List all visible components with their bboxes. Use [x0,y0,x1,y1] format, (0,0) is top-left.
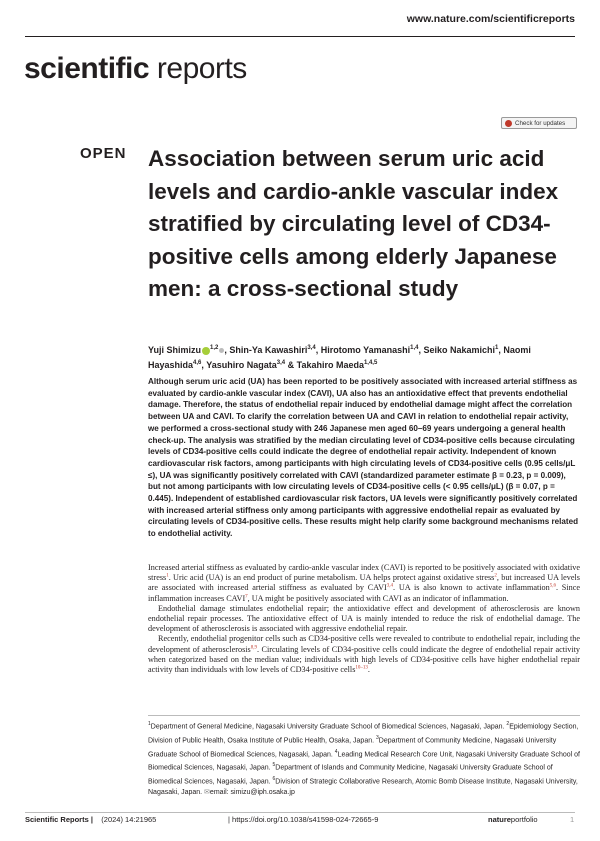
page-number: 1 [570,815,575,824]
author-name[interactable]: Shin-Ya Kawashiri [229,345,308,355]
affil-number: 5 [272,762,276,769]
body-paragraph [148,563,580,604]
body-text-span: . UA is also known to activate inflammation [393,583,550,593]
journal-logo-bold: scientific [24,52,150,85]
ref-link[interactable]: 8,9 [250,644,257,650]
ref-link[interactable]: 2 [494,573,497,579]
email-icon[interactable] [219,348,224,353]
affil-text: Leading Medical Research Core Unit, Nagasaki University Graduate School of Biomedical Sciences, Nagasaki, Japan. [148,750,580,772]
crossmark-icon [505,120,512,127]
affil-number: 3 [376,734,379,741]
ref-link[interactable]: 7 [245,593,248,599]
body-paragraph: Endothelial damage stimulates endothelial repair; the antioxidative effect and development of atherosclerosis are known endothelial repair processes. The antioxidative effect of UA is mainly intended to reduce the risk of endothelial damage. The development of atherosclerosis is associated with aggressive endothelial repair. [148,603,580,634]
author-name[interactable]: Hirotomo Yamanashi [320,345,411,355]
author-name[interactable]: Takahiro Maeda [296,360,364,370]
author-affil: 1,4 [410,345,419,351]
author-affil: 3,4 [307,345,316,351]
body-text-span: . [367,665,370,675]
author-affil: 1,2 [210,345,219,351]
publisher-bold: nature [488,815,511,824]
check-for-updates-label: Check for updates [515,119,566,127]
body-text-span: . Since inflammation increases CAVI [148,583,580,603]
ref-link[interactable]: 5,6 [549,583,556,589]
author-name[interactable]: Yasuhiro Nagata [206,360,277,370]
body-text-span: . Uric acid (UA) is an end product of purine metabolism. UA helps protect against oxidative stress [168,573,495,583]
body-paragraph [148,634,580,675]
affiliations [148,719,580,799]
footer-divider [25,812,575,813]
affil-number: 6 [272,776,276,783]
affil-text: Epidemiology Section, Division of Public Health, Osaka Institute of Public Health, Osaka, Japan. [148,723,579,745]
ref-link[interactable]: 10–13 [355,665,368,671]
author-affil: 1 [495,345,499,351]
body-text-span: , but increased UA levels are associated with increased arterial stiffness as evaluated by CAVI [148,573,580,593]
publisher-regular: portfolio [510,815,538,824]
author-name[interactable]: Naomi Hayashida [148,345,531,370]
body-text-span: Increased arterial stiffness as evaluated by cardio-ankle vascular index (CAVI) is reported to be positively associated with oxidative stress [148,563,580,583]
header-divider [25,36,575,37]
affil-number: 4 [334,748,338,755]
orcid-icon[interactable] [202,347,210,355]
author-affil: 1,4,5 [363,360,378,366]
affil-number: 1 [148,721,151,727]
article-title: Association between serum uric acid levels and cardio-ankle vascular index stratified by circulating level of CD34-positive cells among elderly Japanese men: a cross-sectional study [148,146,559,301]
journal-logo[interactable] [24,52,247,86]
open-access-label: OPEN [80,145,127,162]
footer-journal: Scientific Reports | [25,815,93,824]
author-affil: 4,6 [193,360,202,366]
affil-text: Department of Islands and Community Medicine, Nagasaki University Graduate School of Biomedical Sciences, Nagasaki, Japan. [148,764,553,786]
ref-link[interactable]: 3,4 [386,583,393,589]
footer-citation [25,815,156,824]
body-text [148,563,580,675]
journal-logo-regular: reports [156,52,247,85]
affil-text: Department of Community Medicine, Nagasaki University Graduate School of Biomedical Sciences, Nagasaki, Japan. [148,737,557,758]
affil-text: Division of Strategic Collaborative Research, Atomic Bomb Disease Institute, Nagasaki University, Nagasaki, Japan. [148,778,578,797]
envelope-icon: ✉ [204,789,210,797]
publisher-logo [488,815,538,824]
footer-doi[interactable]: | https://doi.org/10.1038/s41598-024-72665-9 [228,815,379,824]
affil-number: 2 [506,721,510,727]
ref-link[interactable]: 1 [166,573,169,579]
body-text-span: , UA might be positively associated with CAVI as an indicator of inflammation. [247,593,509,603]
author-affil: 3,4 [276,360,286,366]
check-for-updates-button[interactable] [501,117,577,129]
abstract: Although serum uric acid (UA) has been reported to be positively associated with increased arterial stiffness as evaluated by cardio-ankle vascular index (CAVI), UA also has an antioxidative effect that prevents endothelial damage. Therefore, the status of endothelial repair induced by endothelial damage might affect the correlation between UA and CAVI. To clarify the correlation between UA and CAVI in relation to endothelial repair activity, we performed a cross-sectional study with 246 Japanese men aged 60–69 years undergoing a general health check-up. The analysis was stratified by the median circulating level of CD34-positive cells because circulating levels of CD34-positive cells could indicate the degree of endothelial repair activity. Independent of known cardiovascular risk factors, among participants with high circulating levels of CD34-positive cells (0.95 cells/μL ≤), UA was significantly positively correlated with CAVI (standardized parameter estimate β = 0.23, p = 0.009), but not among participants with low circulating levels of CD34-positive cells (< 0.95 cells/μL) (β = 0.07, p = 0.445). Independent of established cardiovascular risk factors, UA levels were significantly positively correlated with increased arterial stiffness only among participants with aggressive endothelial repair as evaluated by circulating levels of CD34-positive cells. These results might help clarify some background mechanisms related to endothelial activity. [148,377,579,539]
affiliations-divider [148,715,580,716]
body-text-span: . Circulating levels of CD34-positive cells could indicate the degree of endothelial repair activity when categorized based on the median value; individuals with high levels of CD34-positive cells have higher endothelial repair activity than individuals with low levels of CD34-positive cells [148,644,581,675]
footer-volume: (2024) 14:21965 [101,815,157,824]
author-name[interactable]: Seiko Nakamichi [423,345,496,355]
body-text-span: Recently, endothelial progenitor cells such as CD34-positive cells were revealed to contribute to endothelial repair, including the development of atherosclerosis [148,634,580,654]
affil-text: Department of General Medicine, Nagasaki University Graduate School of Biomedical Sciences, Nagasaki, Japan. [150,723,507,731]
corresponding-email[interactable]: email: simizu@iph.osaka.jp [209,789,295,797]
author-name[interactable]: Yuji Shimizu [148,345,202,355]
journal-url[interactable]: www.nature.com/scientificreports [406,13,575,25]
author-list: Yuji Shimizu $^{1,2}$ , Shin-Ya Kawashiri$^{3,4}$, Hirotomo Yamanashi$^{1,4}$, Seiko Nakamichi$^1$, Naomi Hayashida$^{4,6}$, Yasuhiro Nagata$^{3,4}$ & Takahiro Maeda$^{1,4,5}$ [148,345,531,370]
